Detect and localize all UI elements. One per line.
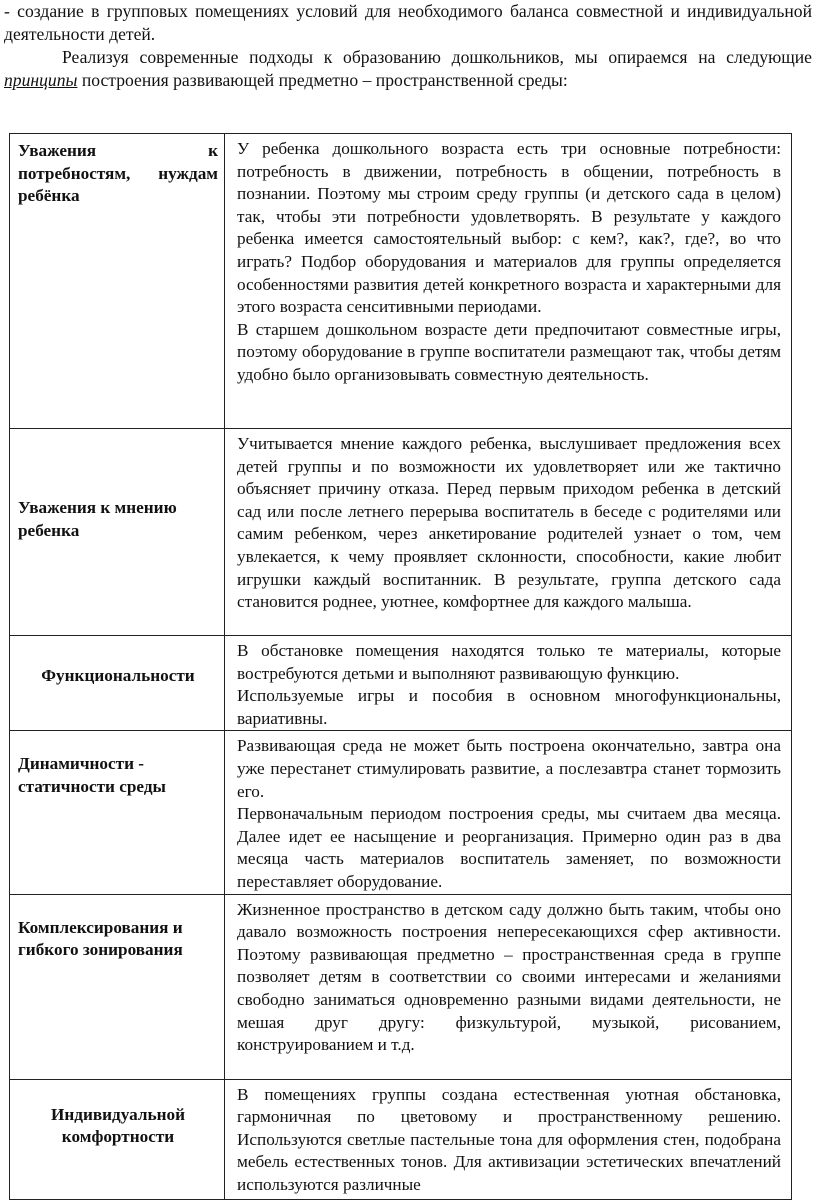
principle-name: Уважения к потребностям, нуждам ребёнка	[18, 141, 218, 206]
principle-paragraph: Используемые игры и пособия в основном многофункциональны, вариативны.	[237, 686, 781, 728]
intro-line-principles	[4, 46, 812, 92]
principle-paragraph: Первоначальным периодом построения среды, мы считаем два месяца. Далее идет ее насыщение и реорганизация. Примерно один раз в два месяца часть материалов воспитатель заменяет, по возможности переставляет оборудование.	[237, 804, 781, 891]
table-row	[10, 636, 792, 731]
principle-paragraph: Развивающая среда не может быть построена окончательно, завтра она уже перестанет стимулировать развитие, а послезавтра станет тормозить его.	[237, 736, 781, 801]
principle-paragraph: У ребенка дошкольного возраста есть три основные потребности: потребность в движении, потребность в общении, потребность в познании. Поэтому мы строим среду группы (и детского сада в целом) так, чтобы эти потребности удовлетворять. В результате у каждого ребенка имеется самостоятельный выбор: с кем?, как?, где?, во что играть? Подбор оборудования и материалов для группы определяется особенностями развития детей конкретного возраста и характерными для этого возраста сенситивными периодами.	[237, 139, 781, 317]
principle-name-cell	[10, 636, 225, 731]
principles-table	[9, 133, 792, 1200]
table-row	[10, 894, 792, 1079]
principle-name: Уважения к мнению ребенка	[18, 498, 177, 540]
intro-principles-before: Реализуя современные подходы к образованию дошкольников, мы опираемся на следующие	[62, 47, 812, 67]
principle-name-cell	[10, 134, 225, 429]
principle-name-cell	[10, 429, 225, 636]
principle-paragraph: В обстановке помещения находятся только те материалы, которые востребуются детьми и выполняют развивающую функцию.	[237, 641, 781, 683]
principle-name-cell	[10, 1079, 225, 1199]
intro-line-balance: - создание в групповых помещениях условий для необходимого баланса совместной и индивидуальной деятельности детей.	[4, 1, 812, 44]
principle-paragraph: Учитывается мнение каждого ребенка, выслушивает предложения всех детей группы и по возможности их удовлетворяет или же тактично объясняет причину отказа. Перед первым приходом ребенка в детский сад или после летнего перерыва воспитатель в беседе с родителями или самим ребенком, через анкетирование родителей узнает о том, чем увлекается, к чему проявляет склонности, способности, какие любит игрушки каждый воспитанник. В результате, группа детского сада становится роднее, уютнее, комфортнее для каждого малыша.	[237, 434, 781, 612]
principle-name-cell	[10, 894, 225, 1079]
principle-name: Индивидуальной комфортности	[51, 1104, 185, 1147]
principle-paragraph: В помещениях группы создана естественная уютная обстановка, гармоничная по цветовому и пространственному решению. Используются светлые пастельные тона для оформления стен, подобрана мебель естественных тонов. Для активизации эстетических впечатлений используются различные	[237, 1084, 781, 1194]
table-row	[10, 1079, 792, 1199]
principle-description-cell	[225, 1079, 792, 1199]
principle-description-cell	[225, 731, 792, 894]
principle-paragraph: В старшем дошкольном возрасте дети предпочитают совместные игры, поэтому оборудование в группе воспитатели размещают так, чтобы детям удобно было организовывать совместную деятельность.	[237, 319, 781, 384]
principle-description-cell	[225, 636, 792, 731]
principle-paragraph: Жизненное пространство в детском саду должно быть таким, чтобы оно давало возможность построения непересекающихся сфер активности. Поэтому развивающая предметно – пространственная среда в группе позволяет детям в соответствии со своими интересами и желаниями свободно заниматься одновременно разными видами деятельности, не мешая друг другу: физкультурой, музыкой, рисованием, конструированием и т.д.	[237, 899, 781, 1055]
table-row	[10, 429, 792, 636]
intro-principles-after: построения развивающей предметно – пространственной среды:	[77, 70, 568, 90]
principle-name: Функциональности	[41, 665, 195, 685]
principle-description-cell	[225, 134, 792, 429]
principle-name: Динамичности - статичности среды	[18, 754, 166, 796]
intro-principles-emphasis: принципы	[4, 70, 78, 90]
principle-description-cell	[225, 429, 792, 636]
table-row	[10, 134, 792, 429]
table-row	[10, 731, 792, 894]
intro-text	[4, 0, 812, 92]
principle-name: Комплексирования и гибкого зонирования	[18, 917, 183, 960]
principle-name-cell	[10, 731, 225, 894]
principle-description-cell	[225, 894, 792, 1079]
